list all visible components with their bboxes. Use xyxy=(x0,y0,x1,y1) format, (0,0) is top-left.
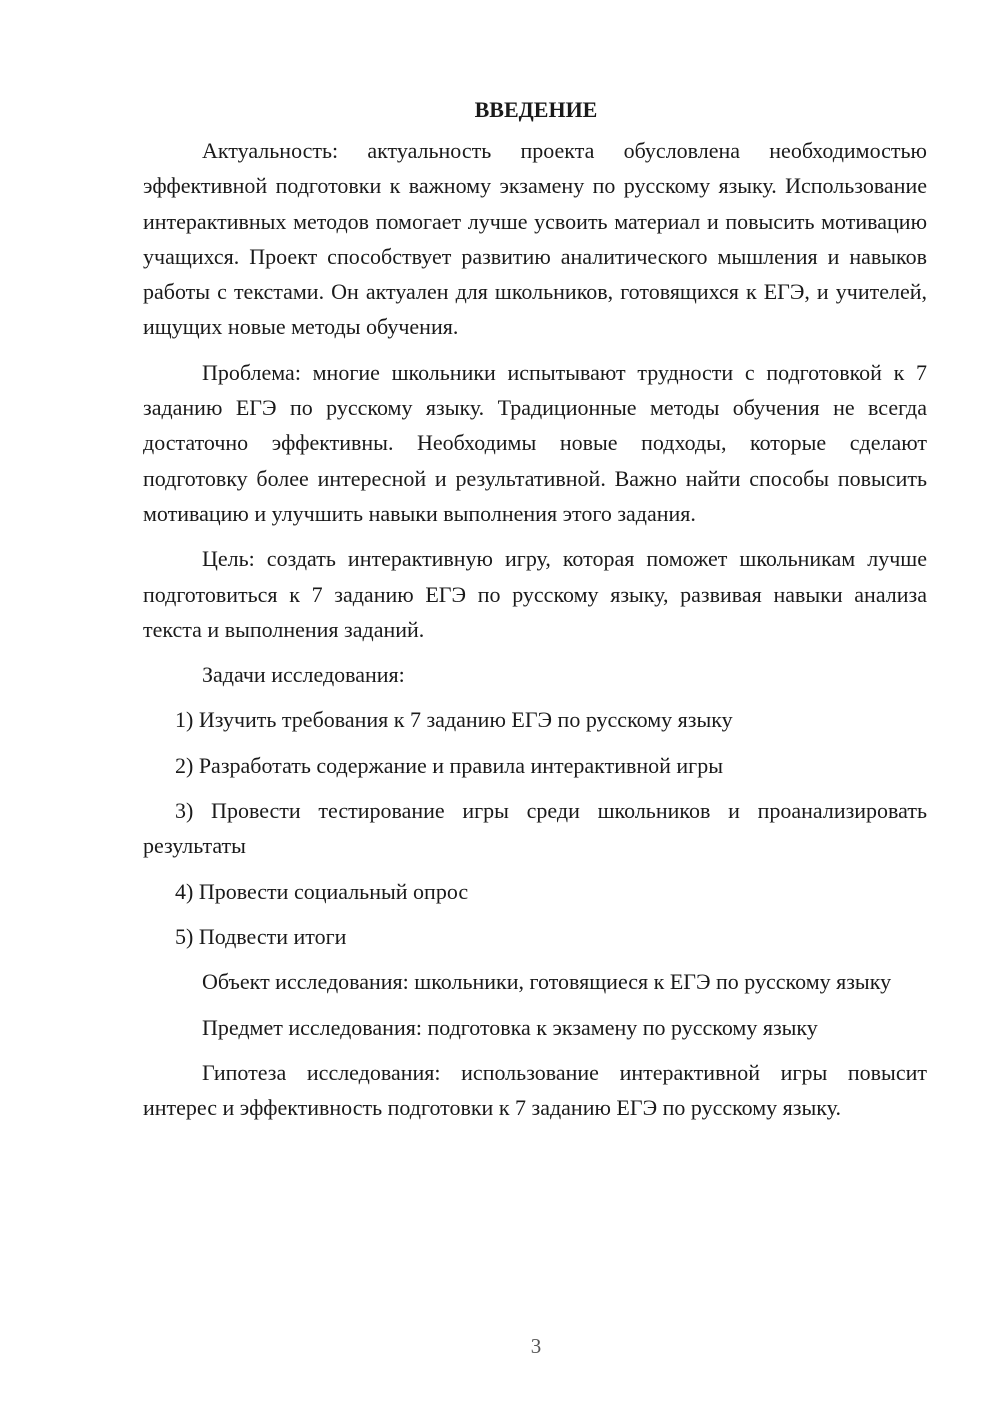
task-item-2: 2) Разработать содержание и правила интерактивной игры xyxy=(175,752,723,778)
problem-paragraph: Проблема: многие школьники испытывают трудности с подготовкой к 7 заданию ЕГЭ по русскому языку. Традиционные методы обучения не всегда достаточно эффективны. Необходимы новые подходы, которые сделают подготовку более интересной и результативной. Важно найти способы повысить мотивацию и улучшить навыки выполнения этого задания. xyxy=(143,359,927,526)
tasks-heading: Задачи исследования: xyxy=(202,662,405,688)
task-item-1: 1) Изучить требования к 7 заданию ЕГЭ по русскому языку xyxy=(175,707,733,733)
page-number: 3 xyxy=(530,1334,542,1358)
task-item-3: 3) Провести тестирование игры среди школьников и проанализировать результаты xyxy=(143,798,927,859)
goal-paragraph: Цель: создать интерактивную игру, которая поможет школьникам лучше подготовиться к 7 заданию ЕГЭ по русскому языку, развивая навыки анализа текста и выполнения заданий. xyxy=(143,546,927,642)
task-item-5: 5) Подвести итоги xyxy=(175,923,347,949)
relevance-paragraph: Актуальность: актуальность проекта обусловлена необходимостью эффективной подготовки к важному экзамену по русскому языку. Использование интерактивных методов помогает лучше усвоить материал и повысить мотивацию учащихся. Проект способствует развитию аналитического мышления и навыков работы с текстами. Он актуален для школьников, готовящихся к ЕГЭ, и учителей, ищущих новые методы обучения. xyxy=(143,138,927,340)
task-item-4: 4) Провести социальный опрос xyxy=(175,878,469,904)
section-title: ВВЕДЕНИЕ xyxy=(474,97,598,122)
document-body xyxy=(143,95,927,1135)
subject-paragraph: Предмет исследования: подготовка к экзамену по русскому языку xyxy=(202,1014,818,1040)
hypothesis-paragraph: Гипотеза исследования: использование интерактивной игры повысит интерес и эффективность подготовки к 7 заданию ЕГЭ по русскому языку. xyxy=(143,1059,927,1121)
object-paragraph: Объект исследования: школьники, готовящиеся к ЕГЭ по русскому языку xyxy=(202,969,892,995)
